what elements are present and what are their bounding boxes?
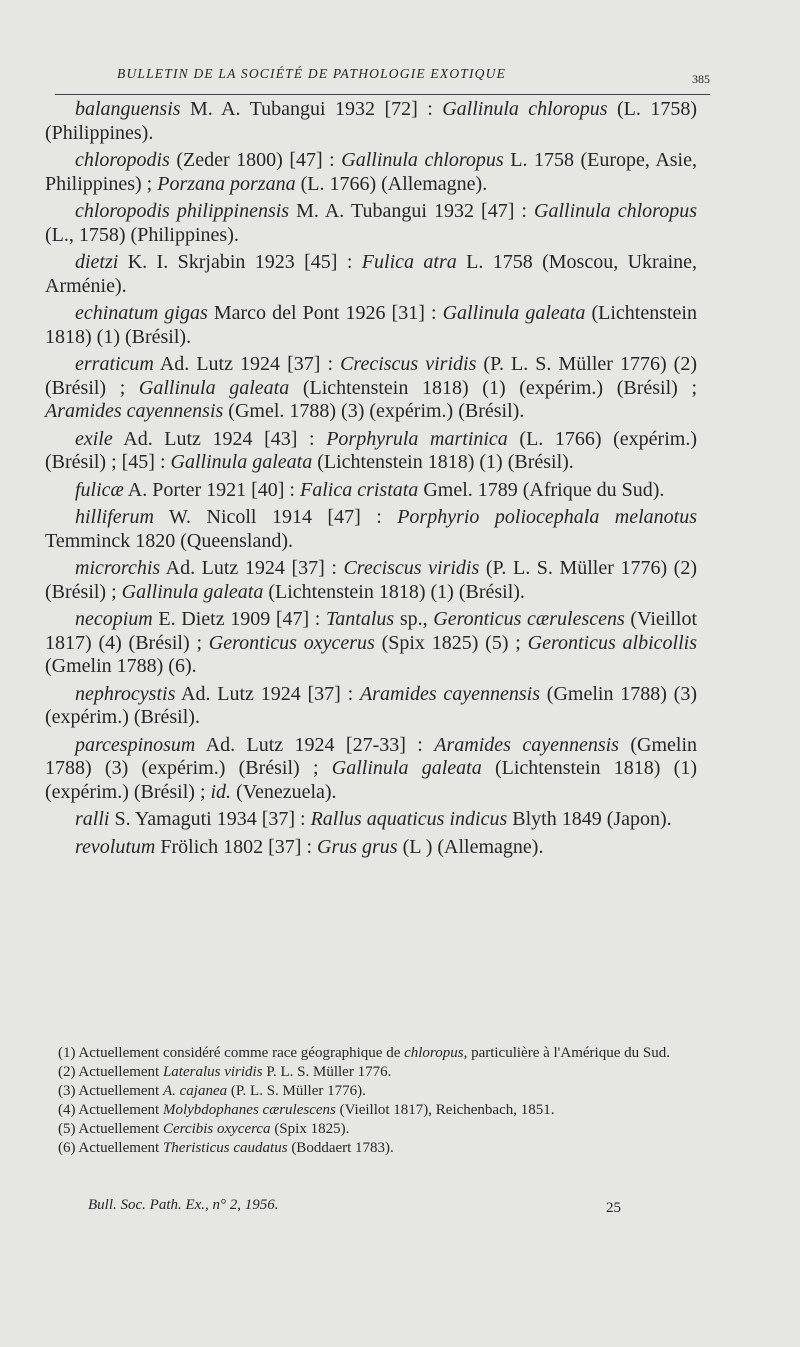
entry-microrchis: microrchis Ad. Lutz 1924 [37] : Creciscus viridis (P. L. S. Müller 1776) (2) (Brésil) ; Gallinula galeata (Lichtenstein 1818) (1) (Brésil). [45, 557, 697, 603]
entry-revolutum: revolutum Frölich 1802 [37] : Grus grus (L ) (Allemagne). [75, 835, 544, 858]
entry-name: erraticum [75, 353, 154, 375]
entry-list [45, 98, 697, 863]
footnote: (5) Actuellement Cercibis oxycerca (Spix 1825). [58, 1121, 350, 1137]
page-header [55, 66, 710, 95]
footnote: (6) Actuellement Theristicus caudatus (Boddaert 1783). [58, 1140, 394, 1156]
entry-name: ralli [75, 808, 110, 830]
entry-erraticum: erraticum Ad. Lutz 1924 [37] : Creciscus viridis (P. L. S. Müller 1776) (2) (Brésil) ; Gallinula galeata (Lichtenstein 1818) (1) (expérim.) (Brésil) ; Aramides cayennensis (Gmel. 1788) (3) (expérim.) (Brésil). [45, 353, 697, 422]
journal-citation: Bull. Soc. Path. Ex., n° 2, 1956. [88, 1197, 279, 1213]
entry-exile: exile Ad. Lutz 1924 [43] : Porphyrula martinica (L. 1766) (expérim.) (Brésil) ; [45] : Gallinula galeata (Lichtenstein 1818) (1) (Brésil). [45, 427, 697, 473]
footnotes [36, 1045, 681, 1159]
entry-parcespinosum: parcespinosum Ad. Lutz 1924 [27-33] : Aramides cayennensis (Gmelin 1788) (3) (expérim.) (Brésil) ; Gallinula galeata (Lichtenstein 1818) (1) (expérim.) (Brésil) ; id. (Venezuela). [45, 733, 697, 803]
entry-name: revolutum [75, 835, 156, 858]
entry-name: hilliferum [75, 506, 154, 528]
signature-number: 25 [606, 1200, 621, 1216]
page-number: 385 [692, 72, 710, 86]
entry-name: balanguensis [75, 98, 181, 120]
entry-dietzi: dietzi K. I. Skrjabin 1923 [45] : Fulica atra L. 1758 (Moscou, Ukraine, Arménie). [45, 251, 698, 297]
entry-chloropodis-philippinensis: chloropodis philippinensis M. A. Tubangui 1932 [47] : Gallinula chloropus (L., 1758) (Philippines). [45, 200, 697, 246]
footnote: (3) Actuellement A. cajanea (P. L. S. Müller 1776). [58, 1083, 366, 1099]
entry-name: microrchis [75, 557, 161, 579]
running-title: BULLETIN DE LA SOCIÉTÉ DE PATHOLOGIE EXOTIQUE [117, 66, 507, 81]
entry-echinatum-gigas: echinatum gigas Marco del Pont 1926 [31] : Gallinula galeata (Lichtenstein 1818) (1) (Brésil). [45, 302, 697, 348]
entry-ralli: ralli S. Yamaguti 1934 [37] : Rallus aquaticus indicus Blyth 1849 (Japon). [75, 808, 672, 830]
entry-name: nephrocystis [75, 682, 176, 705]
entry-name: fulicæ [75, 478, 124, 501]
entry-name: chloropodis [75, 149, 170, 171]
entry-balanguensis: balanguensis M. A. Tubangui 1932 [72] : Gallinula chloropus (L. 1758) (Philippines). [45, 98, 697, 144]
footnote: (2) Actuellement Lateralus viridis P. L. S. Müller 1776. [58, 1064, 392, 1080]
entry-hilliferum: hilliferum W. Nicoll 1914 [47] : Porphyrio poliocephala melanotus Temminck 1820 (Queensland). [45, 506, 698, 552]
entry-fulicae: fulicæ A. Porter 1921 [40] : Falica cristata Gmel. 1789 (Afrique du Sud). [75, 478, 665, 501]
entry-name: dietzi [75, 251, 119, 273]
footnote: (1) Actuellement considéré comme race géographique de chloropus, particulière à l'Amérique du Sud. [58, 1045, 670, 1061]
footnote: (4) Actuellement Molybdophanes cærulescens (Vieillot 1817), Reichenbach, 1851. [58, 1102, 555, 1118]
entry-name: echinatum gigas [75, 302, 208, 324]
entry-name: necopium [75, 608, 153, 630]
entry-necopium: necopium E. Dietz 1909 [47] : Tantalus sp., Geronticus cærulescens (Vieillot 1817) (4) (Brésil) ; Geronticus oxycerus (Spix 1825) (5) ; Geronticus albicollis (Gmelin 1788) (6). [45, 608, 697, 677]
entry-nephrocystis: nephrocystis Ad. Lutz 1924 [37] : Aramides cayennensis (Gmelin 1788) (3) (expérim.) (Brésil). [45, 682, 697, 728]
entry-name: parcespinosum [75, 733, 196, 756]
entry-chloropodis: chloropodis (Zeder 1800) [47] : Gallinula chloropus L. 1758 (Europe, Asie, Philippines) ; Porzana porzana (L. 1766) (Allemagne). [45, 149, 697, 195]
entry-name: chloropodis philippinensis [75, 200, 290, 222]
entry-name: exile [75, 427, 113, 450]
